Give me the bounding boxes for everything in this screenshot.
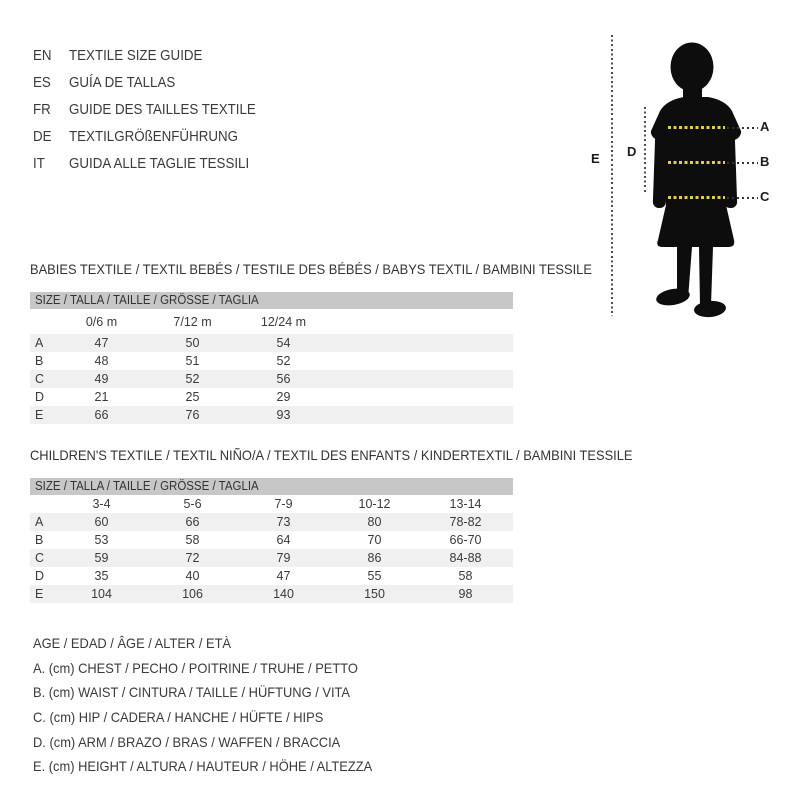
- row-label: A: [35, 515, 44, 529]
- size-value: 70: [367, 533, 382, 547]
- size-value: 66: [185, 515, 200, 529]
- language-title: GUÍA DE TALLAS: [69, 74, 176, 91]
- hip-leader-line: [727, 197, 758, 199]
- waist-leader-line: [727, 162, 758, 164]
- language-code: IT: [33, 155, 45, 172]
- babies-rows: [30, 334, 513, 424]
- child-silhouette: [585, 25, 795, 325]
- age-columns-row: [30, 495, 513, 513]
- table-row: [30, 585, 513, 603]
- language-title-list: [33, 42, 272, 177]
- size-value: 40: [185, 569, 200, 583]
- language-code: FR: [33, 101, 51, 118]
- language-code: ES: [33, 74, 51, 91]
- legend-line: E. (cm) HEIGHT / ALTURA / HAUTEUR / HÖHE / ALTEZZA: [33, 758, 373, 775]
- age-columns-row: [30, 309, 513, 334]
- size-value: 51: [185, 354, 200, 368]
- marker-label-arm: D: [627, 144, 637, 159]
- language-title: TEXTILGRÖßENFÜHRUNG: [69, 128, 238, 145]
- size-value: 52: [276, 354, 291, 368]
- legend-items: [33, 656, 402, 779]
- size-value: 72: [185, 551, 200, 565]
- row-label: D: [35, 390, 45, 404]
- size-value: 25: [185, 390, 200, 404]
- size-value: 66-70: [449, 533, 482, 547]
- size-value: 73: [276, 515, 291, 529]
- language-title: GUIDA ALLE TAGLIE TESSILI: [69, 155, 250, 172]
- size-value: 104: [91, 587, 112, 601]
- row-label: C: [35, 551, 45, 565]
- language-row: [33, 96, 272, 123]
- babies-section-title: BABIES TEXTILE / TEXTIL BEBÉS / TESTILE DES BÉBÉS / BABYS TEXTIL / BAMBINI TESSILE: [30, 261, 592, 277]
- size-value: 150: [364, 587, 385, 601]
- marker-label-height: E: [591, 151, 600, 166]
- size-value: 58: [185, 533, 200, 547]
- waist-dash-line: [668, 161, 725, 164]
- row-label: D: [35, 569, 45, 583]
- age-column-header: 13-14: [449, 497, 482, 511]
- marker-label-hip: C: [760, 189, 770, 204]
- size-value: 54: [276, 336, 291, 350]
- chest-leader-line: [727, 127, 758, 129]
- row-label: C: [35, 372, 45, 386]
- size-value: 52: [185, 372, 200, 386]
- children-size-table: [30, 478, 513, 603]
- age-column-header: 7/12 m: [173, 314, 212, 329]
- language-title: GUIDE DES TAILLES TEXTILE: [69, 101, 256, 118]
- size-value: 64: [276, 533, 291, 547]
- table-row: [30, 567, 513, 585]
- table-row: [30, 370, 513, 388]
- language-code: DE: [33, 128, 52, 145]
- size-value: 60: [94, 515, 109, 529]
- size-value: 93: [276, 408, 291, 422]
- arm-measure-line: [644, 107, 646, 194]
- language-code: EN: [33, 47, 52, 64]
- size-value: 84-88: [449, 551, 482, 565]
- size-value: 80: [367, 515, 382, 529]
- size-value: 106: [182, 587, 203, 601]
- chest-dash-line: [668, 126, 725, 129]
- size-value: 48: [94, 354, 109, 368]
- legend-line: B. (cm) WAIST / CINTURA / TAILLE / HÜFTUNG / VITA: [33, 684, 351, 701]
- age-legend-line: AGE / EDAD / ÂGE / ALTER / ETÀ: [33, 635, 232, 652]
- table-row: [30, 531, 513, 549]
- marker-label-chest: A: [760, 119, 770, 134]
- hip-dash-line: [668, 196, 725, 199]
- language-title: TEXTILE SIZE GUIDE: [69, 47, 203, 64]
- language-row: [33, 150, 272, 177]
- size-value: 59: [94, 551, 109, 565]
- size-header-bar: SIZE / TALLA / TAILLE / GRÖSSE / TAGLIA: [30, 292, 513, 309]
- legend-line: A. (cm) CHEST / PECHO / POITRINE / TRUHE / PETTO: [33, 659, 358, 676]
- size-value: 47: [94, 336, 109, 350]
- size-value: 56: [276, 372, 291, 386]
- table-row: [30, 352, 513, 370]
- size-value: 98: [458, 587, 473, 601]
- size-value: 55: [367, 569, 382, 583]
- size-value: 79: [276, 551, 291, 565]
- size-value: 58: [458, 569, 473, 583]
- size-value: 50: [185, 336, 200, 350]
- table-row: [30, 406, 513, 424]
- size-value: 78-82: [449, 515, 482, 529]
- size-value: 49: [94, 372, 109, 386]
- age-column-header: 3-4: [92, 497, 111, 511]
- row-label: B: [35, 354, 44, 368]
- size-value: 29: [276, 390, 291, 404]
- size-value: 53: [94, 533, 109, 547]
- legend-line: C. (cm) HIP / CADERA / HANCHE / HÜFTE / HIPS: [33, 709, 324, 726]
- legend-line: D. (cm) ARM / BRAZO / BRAS / WAFFEN / BRACCIA: [33, 733, 341, 750]
- age-column-header: 5-6: [183, 497, 202, 511]
- row-label: A: [35, 336, 44, 350]
- row-label: B: [35, 533, 44, 547]
- row-label: E: [35, 408, 44, 422]
- table-row: [30, 513, 513, 531]
- children-section-title: CHILDREN'S TEXTILE / TEXTIL NIÑO/A / TEXTIL DES ENFANTS / KINDERTEXTIL / BAMBINI TESSILE: [30, 447, 633, 463]
- size-value: 76: [185, 408, 200, 422]
- children-rows: [30, 513, 513, 603]
- size-value: 21: [94, 390, 109, 404]
- language-row: [33, 123, 272, 150]
- table-row: [30, 388, 513, 406]
- age-column-header: 12/24 m: [260, 314, 307, 329]
- age-column-header: 7-9: [274, 497, 293, 511]
- size-value: 140: [273, 587, 294, 601]
- language-row: [33, 69, 272, 96]
- row-label: E: [35, 587, 44, 601]
- size-value: 35: [94, 569, 109, 583]
- age-column-header: 0/6 m: [85, 314, 118, 329]
- babies-size-table: [30, 292, 513, 424]
- marker-label-waist: B: [760, 154, 770, 169]
- size-value: 86: [367, 551, 382, 565]
- size-value: 66: [94, 408, 109, 422]
- language-row: [33, 42, 272, 69]
- table-row: [30, 334, 513, 352]
- table-row: [30, 549, 513, 567]
- measurement-legend: [33, 631, 402, 779]
- size-header-bar: SIZE / TALLA / TAILLE / GRÖSSE / TAGLIA: [30, 478, 513, 495]
- age-column-header: 10-12: [358, 497, 391, 511]
- size-value: 47: [276, 569, 291, 583]
